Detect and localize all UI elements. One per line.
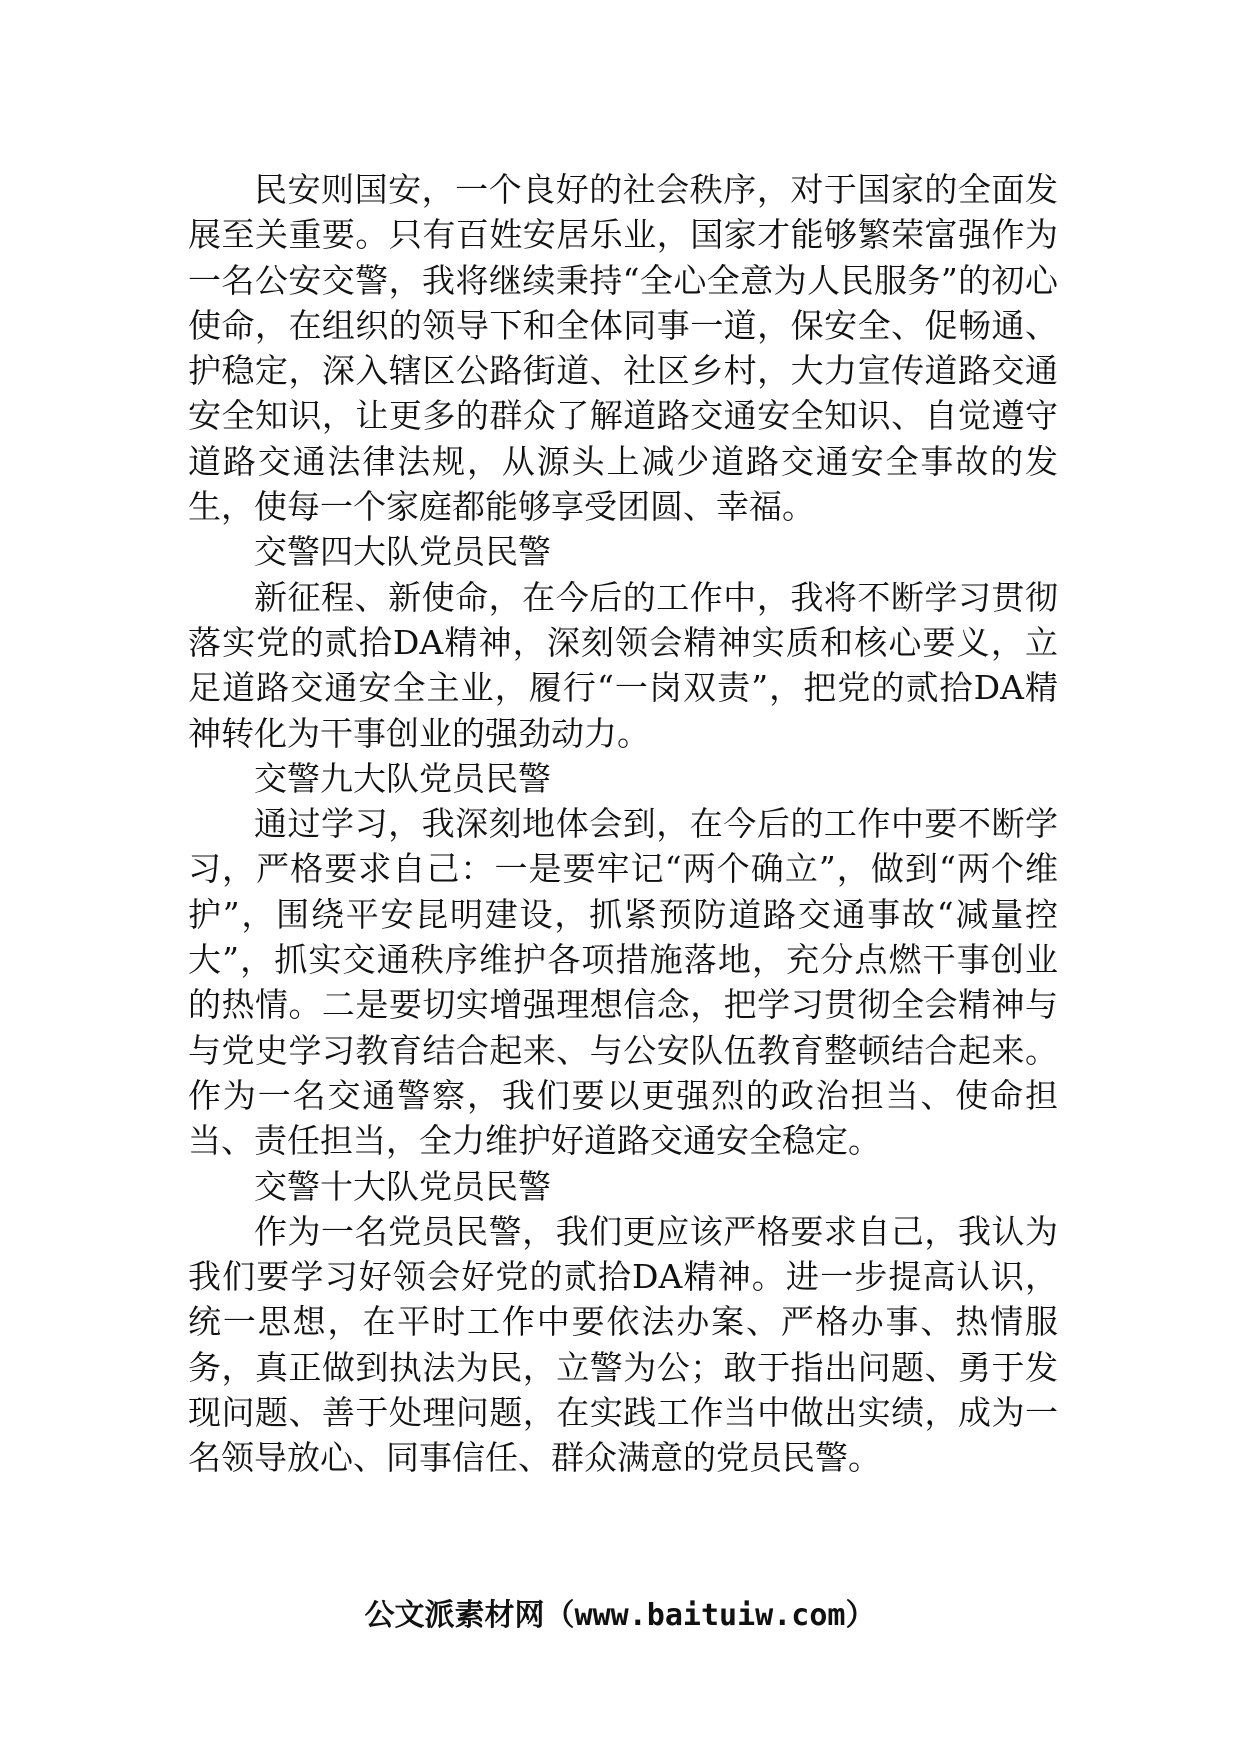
heading-ninth-brigade: 交警九大队党员民警 [254, 758, 551, 798]
paragraph-social-order: 民安则国安，一个良好的社会秩序，对于国家的全面发展至关重要。只有百姓安居乐业，国家才能够繁荣富强作为一名公安交警，我将继续秉持“全心全意为人民服务”的初心使命，在组织的领导下和全体同事一道，保安全、促畅通、护稳定，深入辖区公路街道、社区乡村，大力宣传道路交通安全知识，让更多的群众了解道路交通安全知识、自觉遵守道路交通法律法规，从源头上减少道路交通安全事故的发生，使每一个家庭都能够享受团圆、幸福。 [188, 170, 1058, 527]
paragraph-new-mission: 新征程、新使命，在今后的工作中，我将不断学习贯彻落实党的贰拾DA精神，深刻领会精神实质和核心要义，立足道路交通安全主业，履行“一岗双责”，把党的贰拾DA精神转化为干事创业的强劲动力。 [188, 577, 1058, 753]
source-footer: 公文派素材网（www.baituiw.com） [364, 1598, 876, 1633]
heading-fourth-brigade: 交警四大队党员民警 [254, 532, 551, 572]
paragraph-party-member-requirements: 作为一名党员民警，我们更应该严格要求自己，我认为我们要学习好领会好党的贰拾DA精神。进一步提高认识，统一思想，在平时工作中要依法办案、严格办事、热情服务，真正做到执法为民，立警为公；敢于指出问题、勇于发现问题、善于处理问题，在实践工作当中做出实绩，成为一名领导放心、同事信任、群众满意的党员民警。 [188, 1211, 1058, 1478]
heading-tenth-brigade: 交警十大队党员民警 [254, 1166, 551, 1206]
document-body [188, 167, 1058, 1481]
paragraph-deep-learning: 通过学习，我深刻地体会到，在今后的工作中要不断学习，严格要求自己：一是要牢记“两个确立”，做到“两个维护”，围绕平安昆明建设，抓紧预防道路交通事故“减量控大”，抓实交通秩序维护各项措施落地，充分点燃干事创业的热情。二是要切实增强理想信念，把学习贯彻全会精神与与党史学习教育结合起来、与公安队伍教育整顿结合起来。作为一名交通警察，我们要以更强烈的政治担当、使命担当、责任担当，全力维护好道路交通安全稳定。 [188, 804, 1058, 1161]
